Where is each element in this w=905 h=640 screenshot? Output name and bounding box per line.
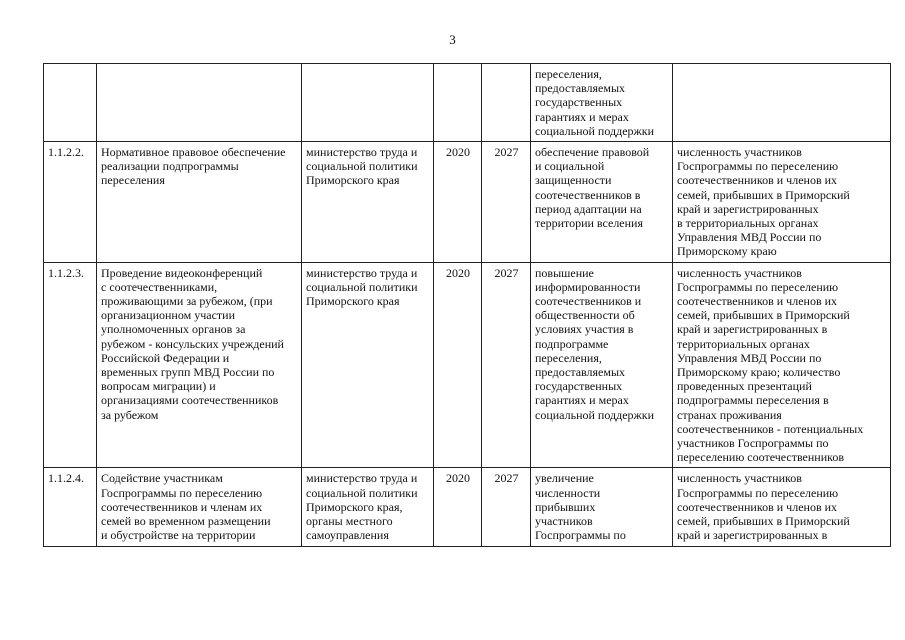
executor-cell (302, 64, 434, 142)
executor-cell: министерство труда и социальной политики Приморского края, органы местного самоуправления (302, 468, 434, 546)
table-row (44, 468, 891, 546)
end-year-cell: 2027 (482, 262, 531, 468)
indicator-cell: численность участников Госпрограммы по переселению соотечественников и членов их семей, прибывших в Приморский край и зарегистрированных в (673, 468, 891, 546)
row-number-cell: 1.1.2.4. (44, 468, 97, 546)
executor-cell: министерство труда и социальной политики Приморского края (302, 262, 434, 468)
start-year-cell: 2020 (434, 262, 482, 468)
start-year-cell: 2020 (434, 142, 482, 263)
indicator-cell (673, 64, 891, 142)
end-year-cell (482, 64, 531, 142)
page-number: 3 (449, 32, 456, 47)
table-row (44, 64, 891, 142)
activity-name-cell: Нормативное правовое обеспечение реализации подпрограммы переселения (97, 142, 302, 263)
expected-result-cell: увеличение численности прибывших участников Госпрограммы по (531, 468, 673, 546)
expected-result-cell: переселения, предоставляемых государственных гарантиях и мерах социальной поддержки (531, 64, 673, 142)
row-number-cell (44, 64, 97, 142)
activity-name-cell: Содействие участникам Госпрограммы по переселению соотечественников и членам их семей во временном размещении и обустройстве на территории (97, 468, 302, 546)
activity-name-cell (97, 64, 302, 142)
indicator-cell: численность участников Госпрограммы по переселению соотечественников и членов их семей, прибывших в Приморский край и зарегистрированных в территориальных органах Управления МВД России по Приморскому краю; количество проведенных презентаций подпрограммы переселения в странах проживания соотечественников - потенциальных участников Госпрограммы по переселению соотечественников (673, 262, 891, 468)
start-year-cell: 2020 (434, 468, 482, 546)
activity-name-cell: Проведение видеоконференций с соотечественниками, проживающими за рубежом, (при организационном участии уполномоченных органов за рубежом - консульских учреждений Российской Федерации и временных групп МВД России по вопросам миграции) и организациями соотечественников за рубежом (97, 262, 302, 468)
table-row (44, 262, 891, 468)
end-year-cell: 2027 (482, 142, 531, 263)
activities-table (43, 63, 891, 547)
row-number-cell: 1.1.2.2. (44, 142, 97, 263)
executor-cell: министерство труда и социальной политики Приморского края (302, 142, 434, 263)
expected-result-cell: обеспечение правовой и социальной защищенности соотечественников в период адаптации на территории вселения (531, 142, 673, 263)
start-year-cell (434, 64, 482, 142)
indicator-cell: численность участников Госпрограммы по переселению соотечественников и членов их семей, прибывших в Приморский край и зарегистрированных в территориальных органах Управления МВД России по Приморскому краю (673, 142, 891, 263)
expected-result-cell: повышение информированности соотечественников и общественности об условиях участия в подпрограмме переселения, предоставляемых государственных гарантиях и мерах социальной поддержки (531, 262, 673, 468)
end-year-cell: 2027 (482, 468, 531, 546)
table-row (44, 142, 891, 263)
row-number-cell: 1.1.2.3. (44, 262, 97, 468)
